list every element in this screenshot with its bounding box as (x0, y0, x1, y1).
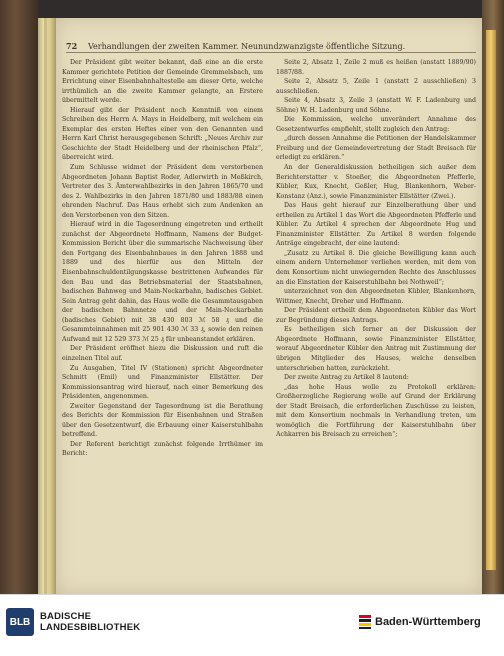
paragraph: Hierauf gibt der Präsident noch Kenntniß von einem Schreiben des Herrn A. Mays in Heidelberg, mit welchem ein Exemplar des ersten Heftes einer von den Genannten und Herrn Karl Christ herausgegebenen Schrift: „Neues Archiv zur Geschichte der Stadt Heidelberg und der rheinischen Pfalz“, überreicht wird. (62, 106, 263, 162)
blb-logo-icon: BLB (6, 608, 34, 636)
paragraph: Das Haus geht hierauf zur Einzelberathung über und ertheilen zu Artikel 1 das Wort die Abgeordneten Pfefferle und Kübler. Zu Artikel 4 sprechen der Abgeordnete Hug und Finanzminister Ellstätter. Zu Artikel 8 werden folgende Anträge eingebracht, der eine lautend: (276, 202, 476, 248)
paragraph: An der Generaldiskussion betheiligen sich außer dem Berichterstatter v. Stoeßer, die Abgeordneten Pfefferle, Kübler, Kux, Knecht, Geßler, Hug, Blankenhorn, Weber-Konstanz (Anz.), sowie Finanzminister Ellstätter (Zwei.). (276, 164, 476, 200)
book-binding-left (0, 0, 38, 594)
page-number: 72 (66, 41, 78, 51)
quoted-motion: „Zusatz zu Artikel 8. Die gleiche Bewilligung kann auch einem andern Unternehmer verliehen werden, mit dem von dem Konsortium nicht unwiegernden Rechte des Anschlusses an die Einstation der Kaiserstuhlbahn bei Nothweil“; (276, 249, 476, 286)
paragraph: Seite 2, Absatz 5, Zeile 1 (anstatt 2 ausschließen) 3 ausschließen. (276, 78, 476, 95)
library-name (40, 611, 140, 633)
paragraph: Seite 4, Absatz 3, Zeile 3 (anstatt W. F. Ladenburg und Söhne) W. H. Ladenburg und Söhne. (276, 97, 476, 114)
gilt-edge (486, 30, 496, 570)
page-edges (38, 18, 56, 594)
library-name-line2: LANDESBIBLIOTHEK (40, 622, 141, 633)
paragraph: unterzeichnet von den Abgeordneten Kübler, Blankenhorn, Wittmer, Knecht, Dreher und Hoffmann. (276, 288, 476, 305)
quoted-motion: „durch dessen Annahme die Petitionen der Handelskammer Freiburg und der Gemeindevertretung der Stadt Breisach für erledigt zu erklären.“ (276, 135, 476, 162)
paragraph: Die Kommission, welche unverändert Annahme des Gesetzentwurfes empfiehlt, stellt zugleich den Antrag: (276, 116, 476, 133)
quoted-motion: „das hohe Haus wolle zu Protokoll erklären: Großherzogliche Regierung wolle auf Grund der Erklärung der Stadt Breisach, die erforderlichen Zuschüsse zu leisten, mit dem Konsortium nochmals in Verhandlung treten, um womöglich die Fortführung der Kaiserstuhlbahn über Achkarren bis Breisach zu erreichen“; (276, 383, 476, 439)
paragraph: Der zweite Antrag zu Artikel 8 lautend: (284, 374, 409, 382)
footer-bar (0, 594, 504, 656)
paragraph: Seite 2, Absatz 1, Zeile 2 muß es heißen (anstatt 1889/90) 1887/88. (276, 59, 476, 76)
paragraph: Zu Ausgaben, Titel IV (Stationen) spricht Abgeordneter Schmitt (Emil) und Finanzminister Ellstätter. Der Kommissionsantrag wird hierauf, nach einer Bemerkung des Präsidenten, angenommen. (62, 364, 263, 401)
paragraph: Der Präsident ertheilt dem Abgeordneten Kübler das Wort zur Begründung dieses Antrags. (276, 307, 476, 324)
right-column (276, 58, 476, 586)
paragraph: Zum Schlusse widmet der Präsident dem verstorbenen Abgeordneten Johann Baptist Roder, Adlerwirth in Meßkirch, Vertreter des 3. Ämterwahlbezirks in den Jahren 1865/70 und des 2. Wahlbezirks in den Jahren 1871/80 und 1883/88 einen ehrenden Nachruf. Das Haus erhebt sich zum Andenken an den Verstorbenen von den Sitzen. (62, 164, 263, 219)
left-column (62, 58, 263, 586)
document-page (56, 18, 482, 594)
bw-lion-icon (359, 615, 371, 629)
paragraph: Hierauf wird in die Tagesordnung eingetreten und ertheilt zunächst der Abgeordnete Hoffmann, Namens der Budget-Kommission Bericht über die summarische Nachweisung über den Fortgang des Eisenbahnbaues in den Jahren 1888 und 1889 und des hierfür aus den Mitteln der Eisenbahnschuldentilgungskasse bestrittenen Aufwandes für den Bau und das Betriebsmaterial der Staatsbahnen, badischen Bahnweg und Main-Neckarbahn, badisches Gebiet. Sein Antrag geht dahin, das Haus wolle die Gesammtausgaben der badischen Bahnnetze und der Main-Neckarbahn (badisches Gebiet) mit 38 430 803 ℳ 58 ₰ und die Gesammteinnahmen mit 25 901 430 ℳ 33 ₰, sowie den reinen Aufwand mit 12 529 373 ℳ 25 ₰ für unbeanstandet erklären. (62, 221, 263, 343)
state-name: Baden-Württemberg (375, 616, 481, 628)
paragraph: Der Präsident gibt weiter bekannt, daß eine an die erste Kammer gerichtete Petition der Gemeinde Gremmelsbach, um Errichtung einer Eisenbahnhaltestelle am dieser Orte, welche irrthümlich an die zweite Kammer gelangte, an Erstere übermittelt werde. (62, 59, 263, 105)
running-title: Verhandlungen der zweiten Kammer. Neunundzwanzigste öffentliche Sitzung. (88, 42, 406, 51)
library-name-line1: BADISCHE (40, 611, 92, 622)
paragraph: Der Präsident eröffnet hiezu die Diskussion und ruft die einzelnen Titel auf. (62, 345, 263, 362)
running-header (66, 40, 476, 53)
paragraph: Der Referent berichtigt zunächst folgende Irrthümer im Bericht: (62, 440, 263, 458)
paragraph: Zweiter Gegenstand der Tagesordnung ist die Berathung des Berichts der Kommission für Eisenbahnen und Straßen über den Gesetzentwurf, die Erbauung einer Kaiserstuhlbahn betreffend. (62, 402, 263, 439)
paragraph: Es betheiligen sich ferner an der Diskussion der Abgeordnete Hoffmann, sowie Finanzminister Ellstätter, worauf Abgeordneter Kübler den Antrag mit Zustimmung der übrigen Mitglieder des Hauses, welche denselben unterschrieben hatten, zurückzieht. (276, 326, 476, 372)
